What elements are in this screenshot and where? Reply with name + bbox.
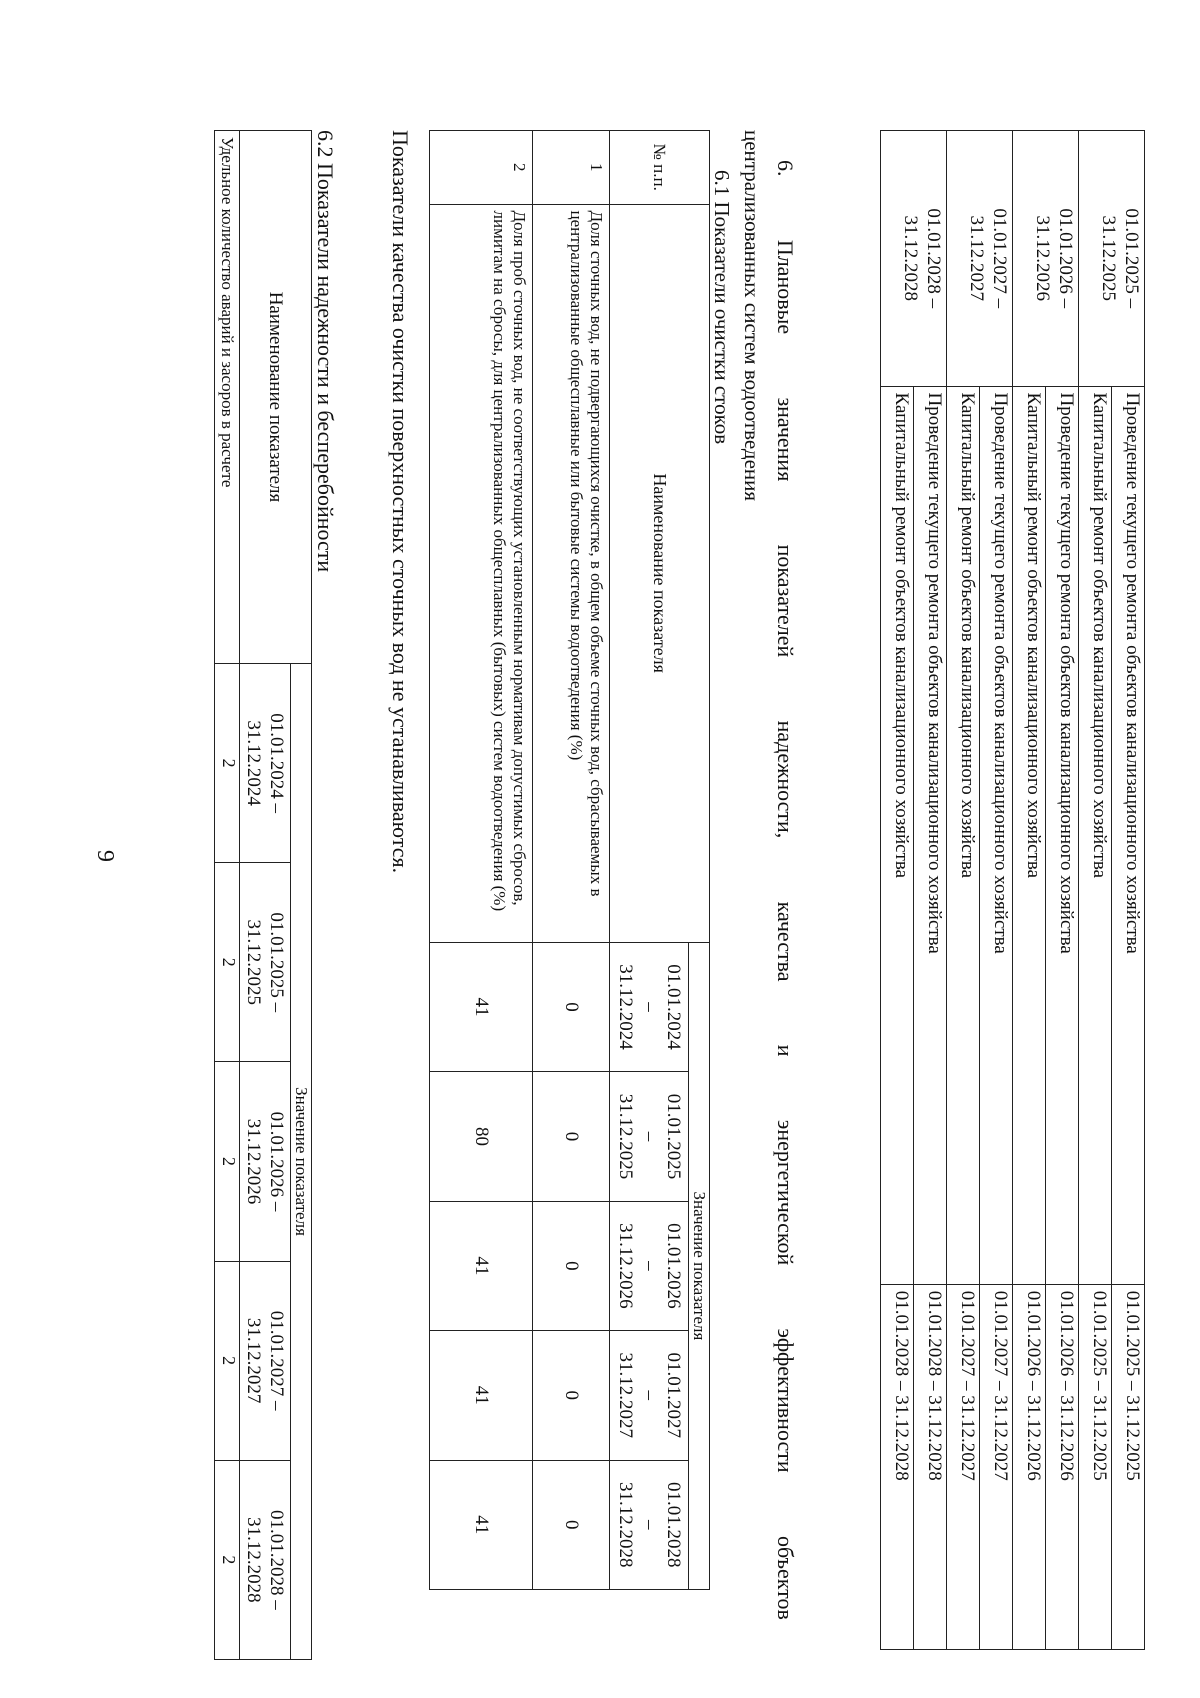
col-name-header: Наименование показателя <box>610 204 710 942</box>
period-header: 01.01.2028 – 31.12.2028 <box>240 1460 291 1659</box>
table-6-2 <box>214 130 312 1660</box>
value-cell: 2 <box>215 1062 240 1261</box>
work-cell: Проведение текущего ремонта объектов канализационного хозяйства <box>980 386 1013 1284</box>
value-cell: 0 <box>533 942 610 1071</box>
period-cell: 01.01.2027 – 31.12.2027 <box>947 131 1013 387</box>
surface-water-note: Показатели качества очистки поверхностных сточных вод не устанавливаются. <box>388 130 413 874</box>
work-cell: Проведение текущего ремонта объектов канализационного хозяйства <box>1046 386 1079 1284</box>
dates-cell: 01.01.2027 – 31.12.2027 <box>947 1284 980 1649</box>
value-cell: 41 <box>430 1460 533 1590</box>
value-cell: 0 <box>533 1460 610 1590</box>
page-number: 9 <box>92 850 118 862</box>
schedule-table <box>880 130 1145 1650</box>
col-group-header: Значение показателя <box>291 664 312 1660</box>
value-cell: 2 <box>215 1261 240 1460</box>
period-header: 01.01.2025 – 31.12.2025 <box>610 1072 689 1201</box>
value-cell: 41 <box>430 1201 533 1330</box>
dates-cell: 01.01.2025 – 31.12.2025 <box>1079 1284 1112 1649</box>
table-row <box>980 131 1013 1650</box>
value-cell: 0 <box>533 1201 610 1330</box>
dates-cell: 01.01.2028 – 31.12.2028 <box>881 1284 914 1649</box>
value-cell: 41 <box>430 1331 533 1460</box>
col-group-header: Значение показателя <box>689 942 710 1589</box>
period-header: 01.01.2026 – 31.12.2026 <box>610 1201 689 1330</box>
dates-cell: 01.01.2026 – 31.12.2026 <box>1013 1284 1046 1649</box>
subsection-6-1-title: 6.1 Показатели очистки стоков <box>710 170 734 445</box>
section-6-heading: 6. Плановые значения показателей надежности, качества и энергетической эффективности объектов <box>773 160 798 1620</box>
dates-cell: 01.01.2028 – 31.12.2028 <box>914 1284 947 1649</box>
work-cell: Капитальный ремонт объектов канализационного хозяйства <box>947 386 980 1284</box>
period-header: 01.01.2026 – 31.12.2026 <box>240 1062 291 1261</box>
row-num: 2 <box>430 131 533 205</box>
period-header: 01.01.2027 – 31.12.2027 <box>240 1261 291 1460</box>
value-cell: 41 <box>430 942 533 1071</box>
row-name: Доля сточных вод, не подвергающихся очистке, в общем объеме сточных вод, сбрасываемых в централизованные общесплавные или бытовые системы водоотведения (%) <box>533 204 610 942</box>
period-header: 01.01.2024 – 31.12.2024 <box>240 664 291 863</box>
value-cell: 2 <box>215 664 240 863</box>
col-num-header: № п.п. <box>610 131 710 205</box>
col-name-header: Наименование показателя <box>240 131 312 664</box>
table-row <box>1112 131 1145 1650</box>
period-header: 01.01.2024 – 31.12.2024 <box>610 942 689 1071</box>
work-cell: Капитальный ремонт объектов канализационного хозяйства <box>1079 386 1112 1284</box>
rotated-page <box>92 110 1200 1678</box>
period-cell: 01.01.2028 – 31.12.2028 <box>881 131 947 387</box>
table-row <box>533 131 610 1590</box>
value-cell: 80 <box>430 1072 533 1201</box>
row-name: Удельное количество аварий и засоров в расчете <box>215 131 240 664</box>
dates-cell: 01.01.2027 – 31.12.2027 <box>980 1284 1013 1649</box>
value-cell: 2 <box>215 863 240 1062</box>
table-row <box>215 131 240 1660</box>
work-cell: Капитальный ремонт объектов канализационного хозяйства <box>1013 386 1046 1284</box>
period-header: 01.01.2027 – 31.12.2027 <box>610 1331 689 1460</box>
work-cell: Проведение текущего ремонта объектов канализационного хозяйства <box>1112 386 1145 1284</box>
section-6-heading-line2: централизованных систем водоотведения <box>740 130 764 502</box>
period-cell: 01.01.2025 – 31.12.2025 <box>1079 131 1145 387</box>
value-cell: 2 <box>215 1460 240 1659</box>
period-header: 01.01.2025 – 31.12.2025 <box>240 863 291 1062</box>
row-num: 1 <box>533 131 610 205</box>
work-cell: Капитальный ремонт объектов канализационного хозяйства <box>881 386 914 1284</box>
subsection-6-2-title: 6.2 Показатели надежности и бесперебойности <box>313 130 338 573</box>
value-cell: 0 <box>533 1072 610 1201</box>
table-row <box>1046 131 1079 1650</box>
dates-cell: 01.01.2026 – 31.12.2026 <box>1046 1284 1079 1649</box>
table-row <box>430 131 533 1590</box>
period-cell: 01.01.2026 – 31.12.2026 <box>1013 131 1079 387</box>
work-cell: Проведение текущего ремонта объектов канализационного хозяйства <box>914 386 947 1284</box>
table-row <box>914 131 947 1650</box>
value-cell: 0 <box>533 1331 610 1460</box>
dates-cell: 01.01.2025 – 31.12.2025 <box>1112 1284 1145 1649</box>
row-name: Доля проб сточных вод, не соответствующих установленным нормативам допустимых сбросов, лимитам на сбросы, для централизованных общесплавных (бытовых) систем водоотведения (%) <box>430 204 533 942</box>
period-header: 01.01.2028 – 31.12.2028 <box>610 1460 689 1590</box>
table-6-1 <box>429 130 710 1590</box>
